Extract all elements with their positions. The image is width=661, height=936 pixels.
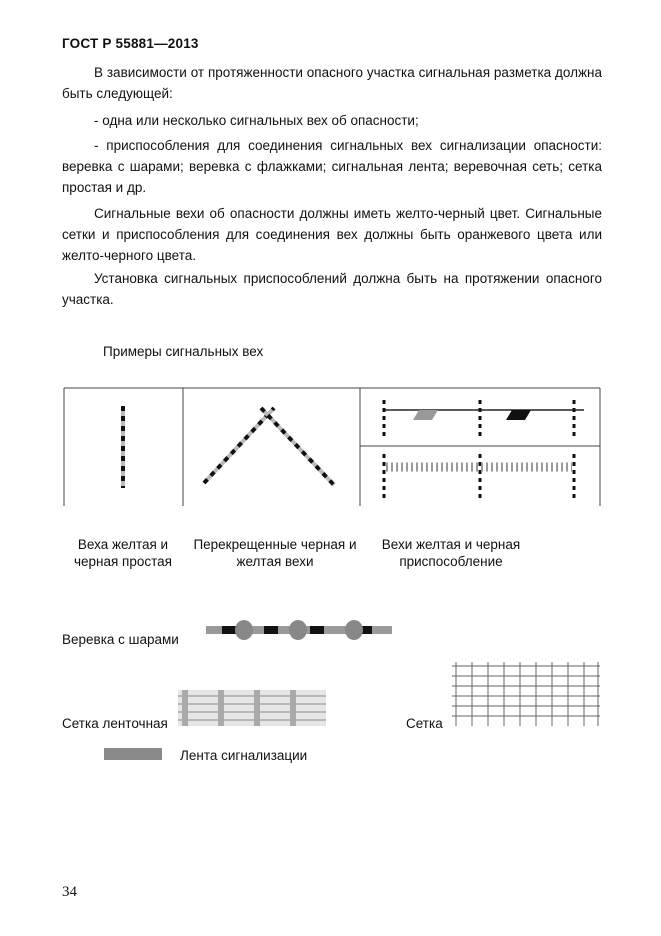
label-net: Сетка (406, 716, 443, 731)
tape-net-icon (178, 690, 326, 726)
caption-poles-device: Вехи желтая и черная приспособление (381, 537, 521, 569)
caption-crossed-poles: Перекрещенные черная и желтая вехи (193, 537, 357, 569)
caption-simple-pole: Веха желтая и черная простая (73, 537, 172, 569)
signal-markers-figure (64, 388, 600, 506)
crossed-poles-icon (204, 408, 334, 485)
figure-title: Примеры сигнальных вех (103, 344, 264, 359)
document-code: ГОСТ Р 55881—2013 (62, 36, 199, 51)
label-tape-net: Сетка ленточная (62, 716, 168, 731)
label-signal-tape: Лента сигнализации (180, 748, 308, 763)
paragraph-list-item-2: - приспособления для соединения сигнальных вех сигнализации опасности: веревка с шарами; веревка с флажками; сигнальная лента; веревочная сеть; сетка простая и др. (62, 138, 602, 195)
poles-with-flags-icon (384, 400, 584, 438)
paragraph-colors: Сигнальные вехи об опасности должны иметь желто-черный цвет. Сигнальные сетки и приспособления для соединения вех должны быть оранжевого цвета или желто-черного цвета. (62, 206, 602, 263)
label-rope-balls: Веревка с шарами (62, 632, 179, 647)
poles-with-net-icon (384, 454, 574, 498)
page-number: 34 (62, 884, 77, 900)
paragraph-list-item-1: - одна или несколько сигнальных вех об опасности; (94, 113, 419, 128)
rope-with-balls-icon (206, 618, 392, 642)
net-icon (452, 662, 600, 726)
paragraph-marking: В зависимости от протяженности опасного участка сигнальная разметка должна быть следующей: (62, 65, 602, 101)
paragraph-installation: Установка сигнальных приспособлений должна быть на протяжении опасного участка. (62, 271, 602, 307)
signal-tape-icon (104, 748, 162, 760)
